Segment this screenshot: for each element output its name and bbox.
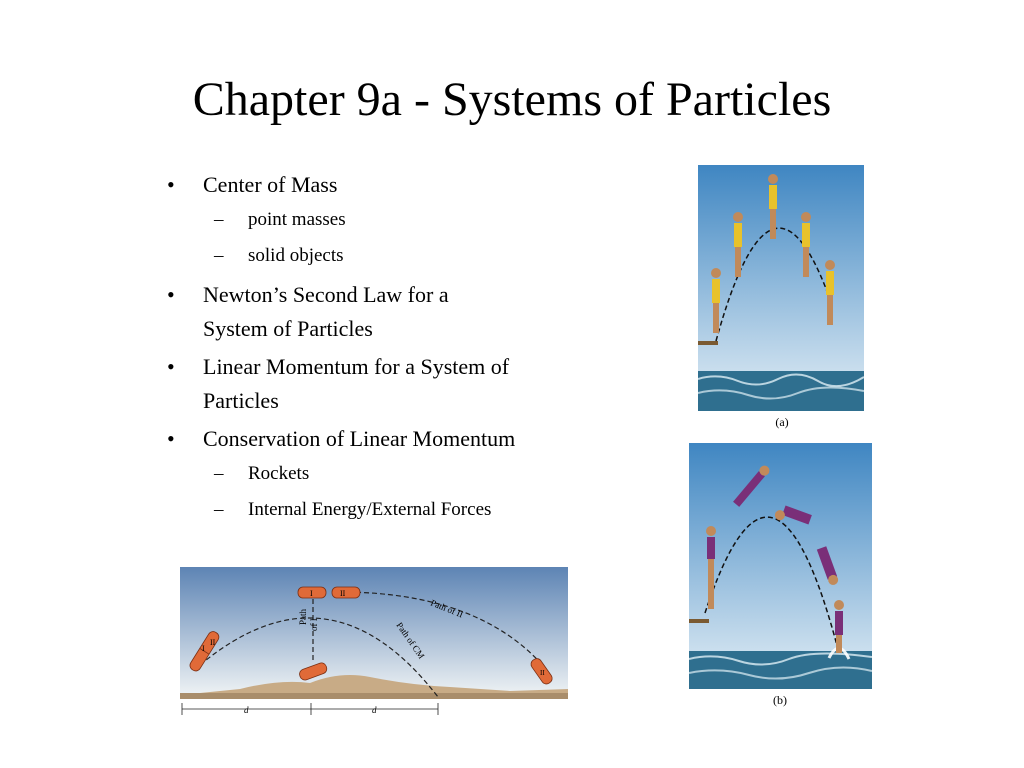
bullet-item bbox=[163, 422, 583, 456]
bullet-text: Center of Mass bbox=[203, 172, 338, 197]
sky-background bbox=[180, 567, 568, 695]
rocket-piece-ii-apex bbox=[332, 587, 360, 598]
diver-figure-a bbox=[698, 165, 864, 411]
distance-label-first: d bbox=[244, 705, 249, 715]
sub-bullet-marker: – bbox=[214, 499, 224, 520]
figure-a-caption: (a) bbox=[775, 415, 789, 429]
slide-title: Chapter 9a - Systems of Particles bbox=[192, 73, 832, 126]
sub-bullet-item bbox=[163, 496, 583, 524]
bullet-text: Conservation of Linear Momentum bbox=[203, 426, 516, 451]
distance-label-second: d bbox=[372, 705, 377, 715]
bullet-item bbox=[163, 278, 503, 346]
sub-bullet-marker: – bbox=[214, 209, 224, 230]
rocket-launch-label-ii: II bbox=[210, 638, 216, 647]
path-of-i-label-line2: of I bbox=[309, 618, 319, 631]
sub-bullet-text: Rockets bbox=[248, 463, 310, 484]
sub-bullet-text: solid objects bbox=[248, 245, 344, 266]
sub-bullet-item bbox=[163, 460, 583, 488]
sub-bullet-item bbox=[163, 242, 583, 270]
sub-bullet-marker: – bbox=[214, 463, 224, 484]
piece-ii-label: II bbox=[340, 589, 346, 598]
bullet-marker: • bbox=[167, 426, 175, 451]
sub-bullet-marker: – bbox=[214, 245, 224, 266]
piece-ii-landing-label: II bbox=[540, 669, 545, 677]
sub-bullet-text: point masses bbox=[248, 209, 346, 230]
sub-bullet-text: Internal Energy/External Forces bbox=[248, 499, 492, 520]
bullet-item bbox=[163, 168, 583, 202]
rocket-explosion-figure bbox=[180, 567, 570, 717]
bullet-text: Linear Momentum for a System of Particles bbox=[203, 354, 510, 413]
rocket-launch-label-i: I bbox=[202, 644, 205, 653]
bullet-marker: • bbox=[167, 282, 175, 307]
bullet-text: Newton’s Second Law for a System of Particles bbox=[203, 282, 449, 341]
path-of-ii-label: Path of II bbox=[429, 597, 465, 620]
diving-board bbox=[698, 341, 718, 345]
diver-figure-b bbox=[689, 443, 872, 689]
piece-i-label: I bbox=[310, 589, 313, 598]
sub-bullet-item bbox=[163, 206, 583, 234]
bullet-list bbox=[163, 168, 583, 532]
diving-board bbox=[689, 619, 709, 623]
figure-b-caption: (b) bbox=[773, 693, 787, 707]
bullet-marker: • bbox=[167, 172, 175, 197]
bullet-item bbox=[163, 350, 573, 418]
path-of-cm-label: Path of CM bbox=[394, 620, 427, 661]
bullet-marker: • bbox=[167, 354, 175, 379]
path-of-i-label-line1: Path bbox=[298, 608, 308, 625]
ground-strip bbox=[180, 693, 568, 699]
